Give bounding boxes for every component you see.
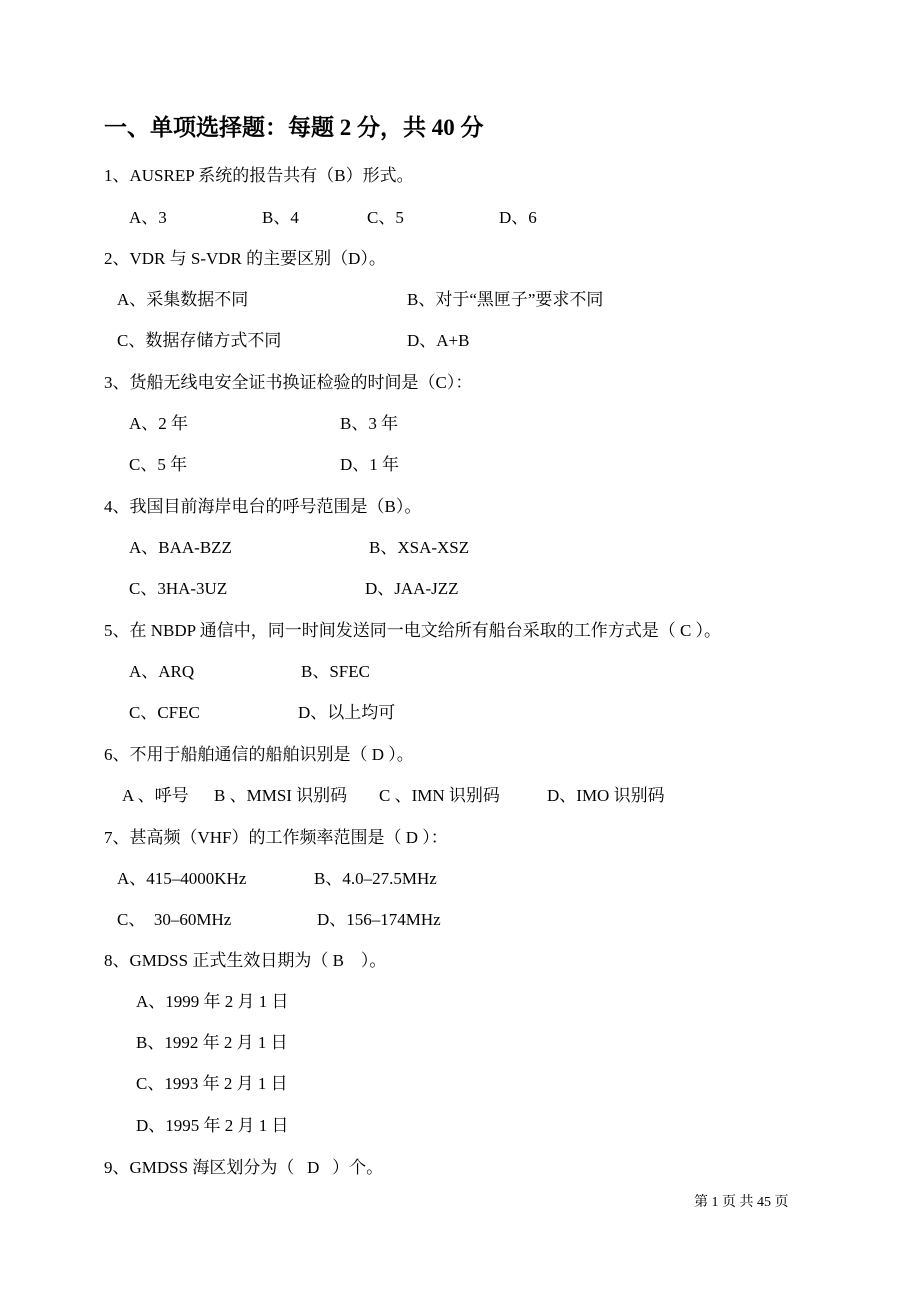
option: B、1992 年 2 月 1 日 [136, 1033, 288, 1052]
option: A、1999 年 2 月 1 日 [136, 992, 289, 1011]
option: A、采集数据不同 [117, 290, 249, 309]
option: C、5 [367, 208, 404, 227]
option: D、A+B [407, 331, 470, 350]
question-stem: 1、AUSREP 系统的报告共有（B）形式。 [104, 166, 414, 185]
option: C、3HA-3UZ [129, 579, 228, 598]
question-stem: 5、在 NBDP 通信中，同一时间发送同一电文给所有船台采取的工作方式是（ C ）。 [104, 621, 722, 640]
option: D、IMO 识别码 [547, 786, 665, 805]
option: B 、MMSI 识别码 [214, 786, 348, 805]
option: D、JAA-JZZ [365, 579, 459, 598]
question-stem: 7、甚高频（VHF）的工作频率范围是（ D ）： [104, 828, 448, 847]
option: C、数据存储方式不同 [117, 331, 282, 350]
question-stem: 3、货船无线电安全证书换证检验的时间是（C）： [104, 373, 473, 392]
option: B、4 [262, 208, 299, 227]
option: C、5 年 [129, 455, 188, 474]
option: C 、IMN 识别码 [379, 786, 500, 805]
question-stem: 8、GMDSS 正式生效日期为（ B ）。 [104, 951, 387, 970]
option: A、3 [129, 208, 167, 227]
option: B、XSA-XSZ [369, 538, 470, 557]
option: C、1993 年 2 月 1 日 [136, 1074, 288, 1093]
option: B、对于“黑匣子”要求不同 [407, 290, 604, 309]
question-stem: 9、GMDSS 海区划分为（ D ）个。 [104, 1158, 384, 1177]
option: D、1 年 [340, 455, 400, 474]
option: A、ARQ [129, 662, 195, 681]
option: A、BAA-BZZ [129, 538, 232, 557]
question-stem: 4、我国目前海岸电台的呼号范围是（B）。 [104, 497, 422, 516]
option: A、2 年 [129, 414, 189, 433]
option: B、SFEC [301, 662, 370, 681]
question-stem: 6、不用于船舶通信的船舶识别是（ D ）。 [104, 745, 414, 764]
option: D、以上均可 [298, 703, 396, 722]
option: A、415–4000KHz [117, 869, 247, 888]
option: B、4.0–27.5MHz [314, 869, 437, 888]
option: D、6 [499, 208, 537, 227]
option: D、1995 年 2 月 1 日 [136, 1116, 289, 1135]
option: B、3 年 [340, 414, 399, 433]
question-stem: 2、VDR 与 S-VDR 的主要区别（D）。 [104, 249, 386, 268]
section-title: 一、单项选择题：每题 2 分，共 40 分 [104, 115, 484, 140]
option: C、 30–60MHz [117, 910, 232, 929]
page-number-footer: 第 1 页 共 45 页 [694, 1195, 789, 1210]
option: C、CFEC [129, 703, 200, 722]
option: D、156–174MHz [317, 910, 441, 929]
option: A 、呼号 [122, 786, 189, 805]
